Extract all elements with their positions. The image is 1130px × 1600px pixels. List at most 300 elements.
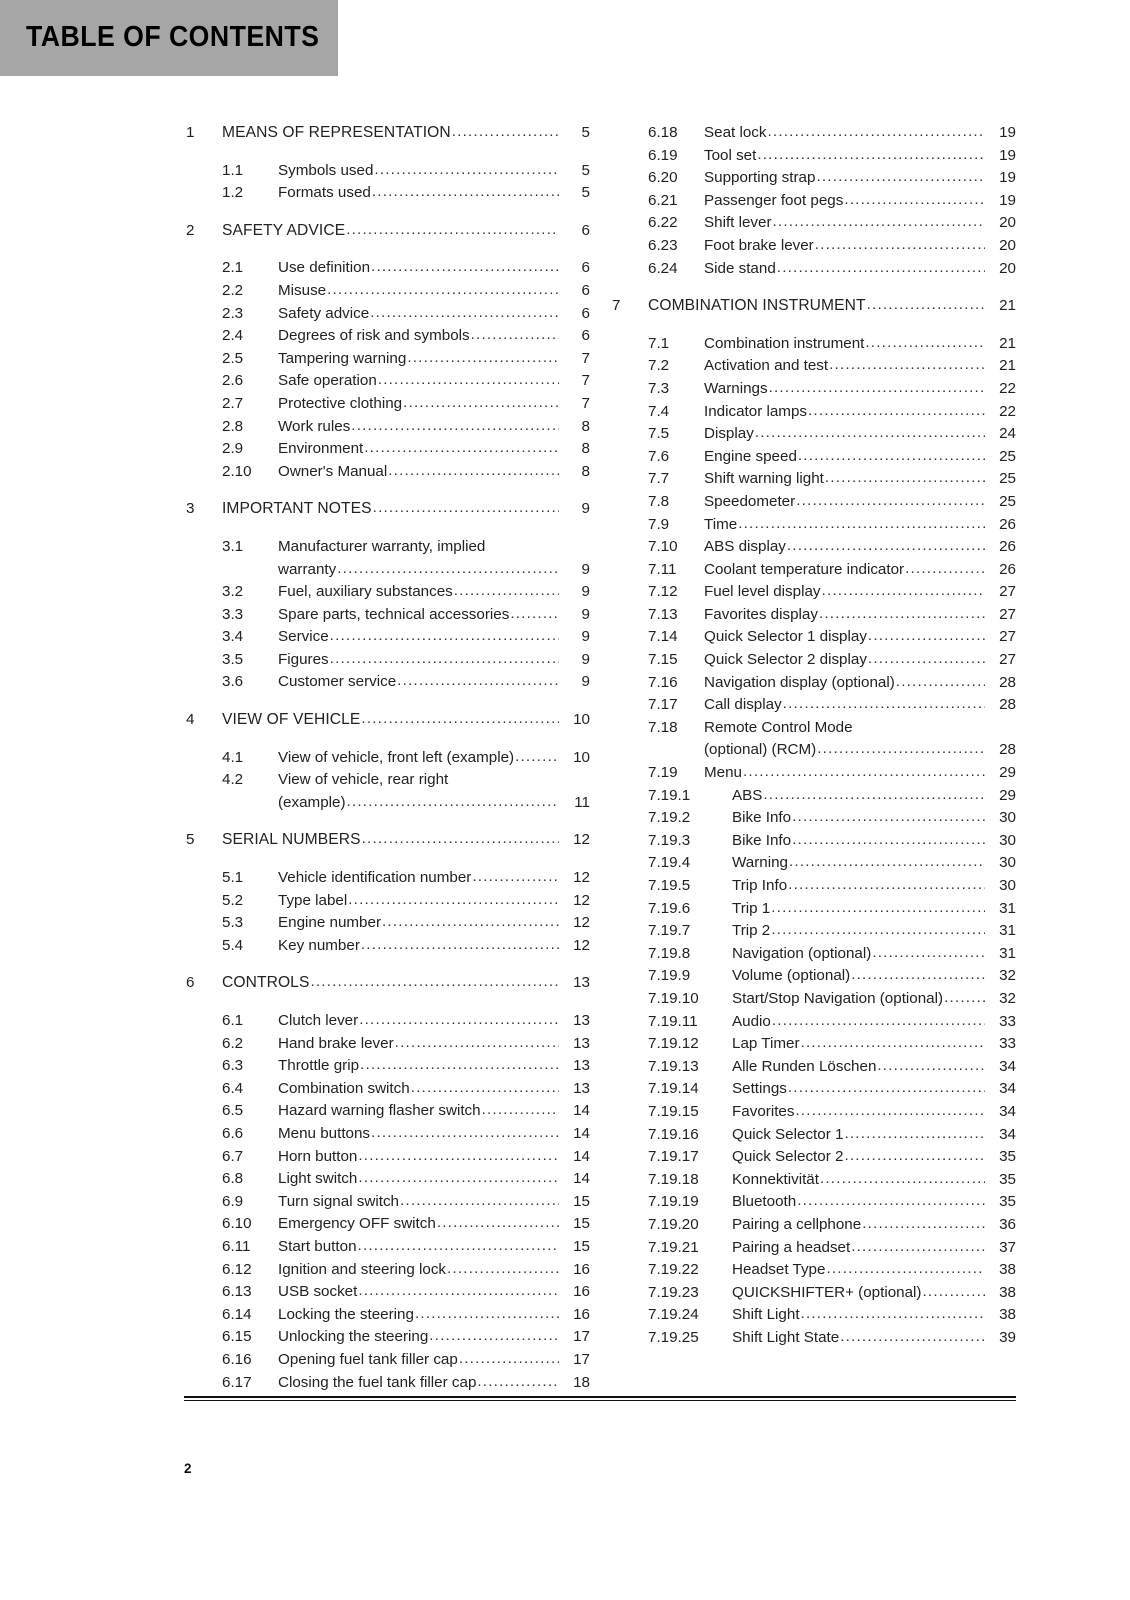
toc-entry-title: Indicator lamps (704, 402, 807, 420)
toc-entry[interactable] (186, 1191, 590, 1214)
toc-entry[interactable] (612, 694, 1016, 717)
toc-entry[interactable] (186, 649, 590, 672)
toc-leader-dots (896, 671, 985, 694)
toc-entry[interactable] (612, 920, 1016, 943)
toc-entry-title: Warnings (704, 379, 768, 397)
toc-entry-title: Favorites display (704, 605, 818, 623)
toc-entry-number: 2.8 (222, 417, 244, 435)
toc-entry-titleblock (278, 1372, 590, 1395)
toc-entry-number: 7.19.19 (648, 1193, 699, 1211)
toc-entry-number: 6.8 (222, 1170, 244, 1188)
toc-entry[interactable] (186, 438, 590, 461)
toc-entry-title: Quick Selector 2 display (704, 651, 867, 669)
toc-entry[interactable] (612, 1169, 1016, 1192)
toc-entry-number: 7.19.14 (648, 1080, 699, 1098)
toc-entry[interactable] (612, 167, 1016, 190)
toc-entry-page: 34 (999, 1125, 1016, 1143)
toc-entry[interactable] (612, 1011, 1016, 1034)
toc-entry-title: COMBINATION INSTRUMENT (648, 297, 866, 315)
toc-entry-titleblock (278, 1033, 590, 1056)
toc-entry-title: Type label (278, 891, 348, 909)
toc-leader-dots (798, 445, 985, 468)
toc-leader-dots (755, 422, 985, 445)
toc-entry-page: 29 (999, 786, 1016, 804)
toc-leader-dots (415, 1303, 559, 1326)
toc-entry-title: Trip 2 (732, 922, 771, 940)
toc-entry[interactable] (186, 220, 590, 243)
toc-entry[interactable] (186, 416, 590, 439)
toc-entry-number: 7.1 (648, 334, 670, 352)
toc-entry-page: 9 (581, 605, 590, 623)
toc-entry-titleblock (732, 830, 1016, 853)
toc-entry-number: 7.19.10 (648, 989, 699, 1007)
toc-entry-title: Navigation display (optional) (704, 673, 895, 691)
toc-entry-titleblock (278, 416, 590, 439)
toc-entry-page: 31 (999, 922, 1016, 940)
toc-entry-titleblock (278, 1213, 590, 1236)
toc-entry-titleblock (222, 709, 590, 732)
toc-entry[interactable] (612, 295, 1016, 318)
toc-entry-titleblock (278, 1259, 590, 1282)
toc-entry[interactable] (612, 672, 1016, 695)
toc-leader-dots (372, 181, 559, 204)
toc-entry-page: 38 (999, 1261, 1016, 1279)
toc-entry-titleblock (278, 1304, 590, 1327)
toc-entry-title: Audio (732, 1012, 771, 1030)
toc-entry-title: IMPORTANT NOTES (222, 500, 372, 518)
toc-entry-number: 2.4 (222, 327, 244, 345)
toc-leader-dots (330, 648, 559, 671)
toc-entry-titleblock (278, 1123, 590, 1146)
toc-entry-number: 5 (186, 831, 195, 849)
toc-entry-titleblock (732, 1101, 1016, 1124)
toc-entry[interactable] (612, 1124, 1016, 1147)
toc-entry-number: 7.19.1 (648, 786, 691, 804)
toc-entry[interactable] (186, 1033, 590, 1056)
toc-entry-titleblock (732, 1214, 1016, 1237)
toc-entry-number: 7.4 (648, 402, 670, 420)
toc-entry[interactable] (612, 785, 1016, 808)
toc-entry[interactable] (186, 1123, 590, 1146)
toc-leader-dots (769, 377, 985, 400)
toc-leader-dots (757, 144, 985, 167)
toc-leader-dots (361, 934, 559, 957)
toc-entry-page: 9 (581, 500, 590, 518)
toc-entry[interactable] (186, 709, 590, 732)
toc-entry[interactable] (612, 943, 1016, 966)
toc-entry[interactable] (612, 145, 1016, 168)
toc-entry[interactable] (612, 122, 1016, 145)
toc-entry[interactable] (186, 160, 590, 183)
toc-entry[interactable] (612, 401, 1016, 424)
toc-leader-dots (844, 1123, 985, 1146)
toc-entry-title: Degrees of risk and symbols (278, 327, 470, 345)
toc-entry[interactable] (612, 1214, 1016, 1237)
toc-entry[interactable] (186, 122, 590, 145)
toc-entry[interactable] (612, 1237, 1016, 1260)
toc-entry[interactable] (612, 1191, 1016, 1214)
toc-entry-page: 29 (999, 764, 1016, 782)
toc-entry[interactable] (612, 626, 1016, 649)
toc-entry-number: 3 (186, 500, 195, 518)
toc-entry[interactable] (612, 355, 1016, 378)
toc-entry[interactable] (612, 830, 1016, 853)
toc-entry[interactable] (612, 649, 1016, 672)
toc-entry-titleblock (648, 295, 1016, 318)
toc-leader-dots (851, 964, 985, 987)
toc-entry-number: 2 (186, 221, 195, 239)
toc-entry-page: 30 (999, 831, 1016, 849)
toc-entry[interactable] (186, 604, 590, 627)
toc-entry[interactable] (612, 1033, 1016, 1056)
toc-entry-titleblock (704, 167, 1016, 190)
toc-entry[interactable] (612, 468, 1016, 491)
toc-entry[interactable] (186, 461, 590, 484)
toc-entry-number: 7.7 (648, 470, 670, 488)
toc-entry[interactable] (186, 935, 590, 958)
toc-entry-number: 7.9 (648, 515, 670, 533)
toc-entry-title: SERIAL NUMBERS (222, 831, 361, 849)
toc-entry-number: 2.7 (222, 394, 244, 412)
toc-entry-page: 33 (999, 1012, 1016, 1030)
toc-entry-page: 32 (999, 989, 1016, 1007)
toc-entry[interactable] (186, 626, 590, 649)
toc-entry-page: 34 (999, 1080, 1016, 1098)
toc-entry-title: Light switch (278, 1170, 358, 1188)
toc-leader-dots (826, 1258, 985, 1281)
toc-leader-dots (851, 1236, 985, 1259)
toc-entry[interactable] (186, 536, 590, 581)
toc-entry[interactable] (186, 257, 590, 280)
toc-entry-title: Work rules (278, 417, 351, 435)
toc-leader-dots (351, 415, 559, 438)
toc-entry-page: 11 (574, 793, 590, 811)
toc-entry[interactable] (186, 1372, 590, 1395)
toc-entry-title: Misuse (278, 281, 327, 299)
toc-entry[interactable] (186, 393, 590, 416)
toc-entry-title: Ignition and steering lock (278, 1260, 447, 1278)
toc-leader-dots (397, 670, 559, 693)
toc-entry-title: View of vehicle, front left (example) (278, 748, 515, 766)
toc-entry-titleblock (704, 536, 1016, 559)
toc-entry[interactable] (612, 1101, 1016, 1124)
toc-leader-dots (743, 761, 985, 784)
toc-entry-number: 5.4 (222, 936, 244, 954)
toc-entry-title: Quick Selector 1 (732, 1125, 844, 1143)
toc-leader-dots (868, 648, 985, 671)
toc-leader-dots (771, 919, 985, 942)
toc-entry-title: ABS (732, 786, 763, 804)
toc-entry-title: Trip Info (732, 877, 788, 894)
toc-leader-dots (327, 279, 559, 302)
toc-column-left (186, 122, 590, 1394)
toc-entry-page: 22 (999, 379, 1016, 397)
toc-entry-title: Turn signal switch (278, 1192, 399, 1210)
toc-entry[interactable] (612, 1304, 1016, 1327)
toc-entry[interactable] (612, 807, 1016, 830)
toc-entry[interactable] (612, 378, 1016, 401)
toc-leader-dots (816, 166, 985, 189)
toc-entry-title: Combination switch (278, 1079, 410, 1097)
toc-entry-page: 18 (573, 1373, 590, 1391)
toc-entry-number: 6.15 (222, 1328, 252, 1346)
toc-entry-title: Unlocking the steering (278, 1328, 429, 1346)
toc-entry-titleblock (278, 649, 590, 672)
toc-entry[interactable] (186, 912, 590, 935)
toc-entry-titleblock (704, 649, 1016, 672)
toc-entry[interactable] (186, 769, 590, 814)
toc-entry-title: Bike Info (732, 831, 792, 849)
toc-entry[interactable] (186, 1078, 590, 1101)
toc-entry-title: Spare parts, technical accessories (278, 605, 510, 623)
toc-entry[interactable] (612, 604, 1016, 627)
toc-entry[interactable] (186, 890, 590, 913)
toc-entry-titleblock (278, 393, 590, 416)
toc-entry-titleblock (278, 1078, 590, 1101)
toc-entry[interactable] (612, 1056, 1016, 1079)
toc-entry-number: 7.2 (648, 357, 670, 375)
toc-entry-title: Warning (732, 854, 788, 872)
toc-entry-number: 6.21 (648, 191, 678, 209)
toc-entry-titleblock (278, 280, 590, 303)
toc-entry-page: 25 (999, 492, 1016, 510)
toc-entry-number: 7.19.23 (648, 1283, 699, 1301)
toc-entry[interactable] (612, 491, 1016, 514)
toc-entry[interactable] (186, 370, 590, 393)
toc-entry-number: 4 (186, 711, 195, 729)
toc-entry-page: 28 (999, 741, 1016, 759)
footer-divider-thin (184, 1400, 1016, 1401)
toc-entry-number: 7.19.9 (648, 967, 691, 985)
toc-leader-dots (862, 1213, 985, 1236)
toc-entry-number: 6.5 (222, 1102, 244, 1120)
toc-leader-dots (400, 1190, 559, 1213)
toc-entry[interactable] (612, 1282, 1016, 1305)
toc-leader-dots (865, 332, 985, 355)
toc-entry-page: 34 (999, 1057, 1016, 1075)
toc-leader-dots (346, 219, 559, 242)
toc-entry[interactable] (612, 559, 1016, 582)
toc-entry[interactable] (186, 1236, 590, 1259)
toc-entry[interactable] (186, 829, 590, 852)
toc-entry[interactable] (612, 536, 1016, 559)
toc-entry[interactable] (612, 212, 1016, 235)
toc-entry-title: Coolant temperature indicator (704, 560, 905, 578)
toc-entry-number: 2.3 (222, 304, 244, 322)
toc-entry-title: Menu (704, 764, 742, 782)
toc-entry[interactable] (186, 581, 590, 604)
toc-entry-title: Throttle grip (278, 1057, 360, 1075)
toc-entry-page: 5 (581, 184, 590, 202)
toc-entry-titleblock (704, 190, 1016, 213)
toc-entry-title: Shift Light (732, 1306, 800, 1324)
toc-entry-page: 5 (581, 124, 590, 141)
toc-entry-number: 4.1 (222, 748, 244, 766)
toc-entry[interactable] (186, 303, 590, 326)
toc-entry[interactable] (612, 852, 1016, 875)
toc-entry[interactable] (612, 333, 1016, 356)
toc-entry[interactable] (186, 1349, 590, 1372)
toc-entry[interactable] (612, 446, 1016, 469)
toc-leader-dots (348, 889, 559, 912)
toc-entry[interactable] (186, 972, 590, 995)
toc-leader-dots (792, 829, 985, 852)
toc-entry[interactable] (612, 1259, 1016, 1282)
toc-entry-number: 2.10 (222, 462, 252, 480)
toc-leader-dots (482, 1099, 559, 1122)
toc-entry-titleblock (704, 258, 1016, 281)
toc-entry-page: 9 (581, 628, 590, 646)
toc-entry[interactable] (612, 581, 1016, 604)
toc-entry[interactable] (612, 423, 1016, 446)
toc-leader-dots (370, 302, 559, 325)
toc-entry-number: 6.14 (222, 1305, 252, 1323)
toc-entry[interactable] (612, 717, 1016, 762)
toc-entry-titleblock (704, 514, 1016, 537)
toc-entry-title: Customer service (278, 673, 397, 691)
toc-entry-number: 1.2 (222, 184, 244, 202)
toc-leader-dots (877, 1055, 985, 1078)
toc-leader-dots (844, 189, 985, 212)
toc-entry-page: 9 (581, 673, 590, 691)
toc-entry[interactable] (186, 1146, 590, 1169)
toc-entry[interactable] (186, 671, 590, 694)
toc-entry-titleblock (704, 581, 1016, 604)
toc-entry[interactable] (612, 190, 1016, 213)
toc-entry-number: 2.6 (222, 372, 244, 390)
toc-entry-titleblock (732, 1259, 1016, 1282)
toc-entry-page: 6 (581, 281, 590, 299)
toc-entry-number: 7.14 (648, 628, 678, 646)
toc-entry[interactable] (612, 258, 1016, 281)
toc-leader-dots (337, 558, 559, 581)
toc-entry-number: 7.6 (648, 447, 670, 465)
page-title: TABLE OF CONTENTS (26, 21, 320, 53)
toc-entry-page: 26 (999, 538, 1016, 556)
toc-entry-page: 7 (581, 394, 590, 412)
toc-entry[interactable] (612, 898, 1016, 921)
toc-entry-number: 7.19.15 (648, 1102, 699, 1120)
toc-entry[interactable] (186, 1168, 590, 1191)
toc-entry-page: 38 (999, 1283, 1016, 1301)
toc-entry[interactable] (186, 867, 590, 890)
toc-entry[interactable] (612, 988, 1016, 1011)
toc-entry[interactable] (186, 348, 590, 371)
toc-entry-titleblock (278, 461, 590, 484)
toc-entry-title: Seat lock (704, 124, 767, 141)
toc-entry-title: Owner's Manual (278, 462, 388, 480)
toc-leader-dots (437, 1212, 559, 1235)
toc-entry-page: 28 (999, 673, 1016, 691)
toc-entry[interactable] (612, 965, 1016, 988)
toc-entry[interactable] (186, 1213, 590, 1236)
toc-entry-title: Formats used (278, 184, 371, 202)
toc-entry[interactable] (186, 280, 590, 303)
toc-entry-page: 31 (999, 899, 1016, 917)
toc-entry[interactable] (612, 514, 1016, 537)
toc-leader-dots (819, 603, 985, 626)
toc-entry-number: 6.4 (222, 1079, 244, 1097)
toc-leader-dots (817, 738, 985, 761)
toc-entry-title: Clutch lever (278, 1012, 359, 1029)
toc-entry[interactable] (186, 1281, 590, 1304)
toc-entry-page: 33 (999, 1035, 1016, 1053)
toc-entry[interactable] (612, 235, 1016, 258)
toc-entry-page: 37 (999, 1238, 1016, 1256)
toc-leader-dots (825, 467, 985, 490)
toc-entry[interactable] (186, 1055, 590, 1078)
toc-leader-dots (358, 1235, 559, 1258)
toc-entry[interactable] (186, 1010, 590, 1033)
toc-entry-page: 7 (581, 372, 590, 390)
toc-entry-page: 27 (999, 583, 1016, 601)
toc-entry-title: Pairing a headset (732, 1238, 851, 1256)
toc-entry[interactable] (186, 1259, 590, 1282)
toc-entry-page: 12 (573, 936, 590, 954)
toc-entry-page: 14 (573, 1102, 590, 1120)
toc-entry[interactable] (612, 1327, 1016, 1350)
toc-entry[interactable] (612, 1078, 1016, 1101)
toc-entry-number: 7.19.7 (648, 922, 691, 940)
toc-entry-number: 7.10 (648, 538, 678, 556)
toc-entry[interactable] (186, 1100, 590, 1123)
toc-entry[interactable] (612, 875, 1016, 898)
toc-entry[interactable] (612, 1146, 1016, 1169)
toc-entry-titleblock (732, 1011, 1016, 1034)
toc-entry-page: 19 (999, 191, 1016, 209)
toc-entry-page: 39 (999, 1328, 1016, 1346)
toc-entry-page: 21 (999, 297, 1016, 315)
toc-entry-titleblock (704, 491, 1016, 514)
toc-entry-number: 3.2 (222, 583, 244, 601)
toc-entry[interactable] (186, 1304, 590, 1327)
toc-entry-page: 30 (999, 809, 1016, 827)
toc-entry-number: 1 (186, 124, 195, 141)
toc-entry-title: Supporting strap (704, 169, 816, 187)
toc-entry-title: Engine speed (704, 447, 797, 465)
toc-entry-title: Safe operation (278, 372, 377, 390)
toc-entry-titleblock (704, 559, 1016, 582)
toc-leader-dots (382, 911, 559, 934)
toc-entry-number: 7.19.3 (648, 831, 691, 849)
toc-entry-titleblock (278, 303, 590, 326)
toc-entry-title: Pairing a cellphone (732, 1215, 862, 1233)
toc-entry-number: 2.2 (222, 281, 244, 299)
toc-entry-titleblock (732, 1169, 1016, 1192)
toc-entry[interactable] (186, 325, 590, 348)
toc-entry-title: Tampering warning (278, 349, 407, 367)
toc-entry-titleblock (732, 988, 1016, 1011)
toc-entry-titleblock (278, 1146, 590, 1169)
toc-entry-title: Headset Type (732, 1261, 826, 1279)
toc-entry-page: 22 (999, 402, 1016, 420)
toc-entry-page: 28 (999, 696, 1016, 714)
toc-entry-number: 6.10 (222, 1215, 252, 1233)
toc-entry[interactable] (186, 498, 590, 521)
toc-leader-dots (411, 1077, 559, 1100)
toc-entry-page: 12 (573, 869, 590, 887)
toc-leader-dots (359, 1009, 559, 1032)
toc-leader-dots (452, 121, 559, 144)
toc-entry-number: 7.19.20 (648, 1215, 699, 1233)
toc-entry-number: 5.3 (222, 914, 244, 932)
toc-header-band (0, 0, 338, 76)
toc-entry[interactable] (612, 762, 1016, 785)
toc-entry-titleblock (704, 626, 1016, 649)
toc-entry[interactable] (186, 182, 590, 205)
toc-entry[interactable] (186, 1326, 590, 1349)
toc-entry[interactable] (186, 747, 590, 770)
